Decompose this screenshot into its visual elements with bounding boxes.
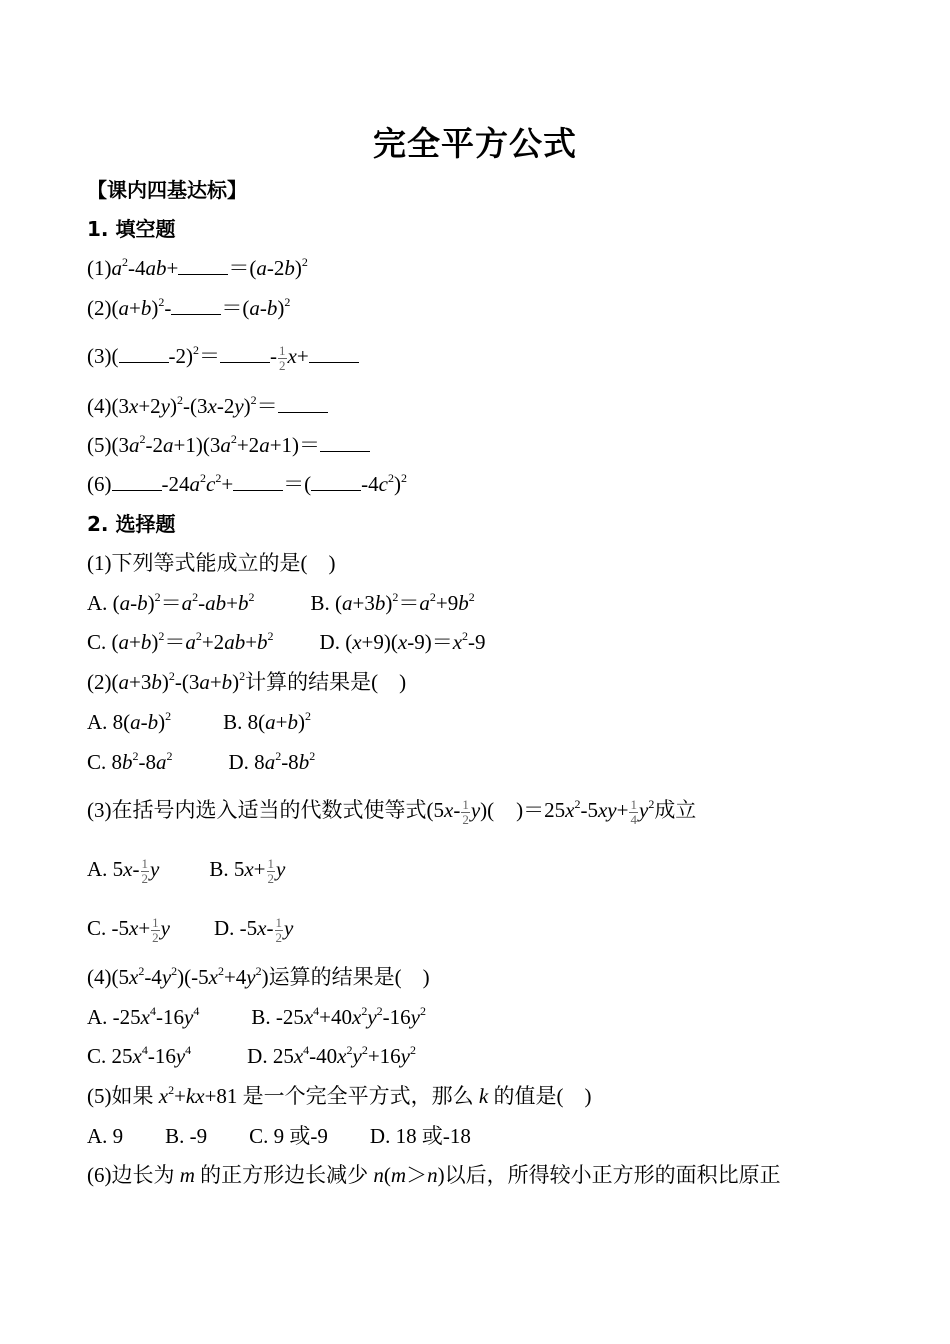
choice-options-4cd: C. $25x^4-16y^4$ D. $25x^4-40x^2y^2+16y^2$: [87, 1043, 416, 1068]
choice-options-5: A. 9 B. -9 C. 9 或-9 D. 18 或-18: [87, 1124, 471, 1148]
answer-blank[interactable]: [119, 344, 169, 363]
fraction: $\frac{1}{2}$: [152, 914, 159, 945]
answer-blank[interactable]: [320, 433, 370, 452]
choice-options-3cd: C. -5x+ $\frac{1}{2}$ y D. -5x- $\frac{1}{2}$ y: [87, 914, 294, 945]
choice-options-1ab: A. $(a-b)^2=a^2-ab+b^2$ B. $(a+3b)^2=a^2+9b^2$: [87, 590, 475, 615]
fraction: $\frac{1}{2}$: [279, 342, 286, 373]
choice-options-1cd: C. $(a+b)^2=a^2+2ab+b^2$ D. $(x+9)(x-9)=x^2-9$: [87, 629, 486, 654]
fraction: $\frac{1}{2}$: [275, 914, 282, 945]
fill-question-6: (6) $-24a^2c^2+$ ＝( $-4c^2)^2$: [87, 471, 407, 496]
part2-label: 2. 选择题: [87, 512, 176, 536]
fraction: $\frac{1}{2}$: [267, 855, 275, 886]
fill-question-3: (3)( -2)$^2$＝ - $\frac{1}{2}$ x+: [87, 342, 359, 373]
choice-question-4: $(4)(5x^2-4y^2)(-5x^2+4y^2)$运算的结果是( ): [87, 964, 430, 989]
answer-blank[interactable]: [112, 472, 162, 491]
fill-question-4: $(4)(3x+2y)^2-(3x-2y)^2=$: [87, 392, 328, 420]
page-title: 完全平方公式: [373, 124, 577, 163]
answer-blank[interactable]: [309, 344, 359, 363]
choice-options-3ab: A. 5x- $\frac{1}{2}$ y B. 5x+ $\frac{1}{2}$ y: [87, 855, 286, 886]
fill-question-2: $(2)(a+b)^2- =(a-b)^2$: [87, 295, 291, 320]
fill-question-5: $(5)(3a^2-2a+1)(3a^2+2a+1)=$: [87, 431, 370, 459]
choice-question-6: (6)边长为 m 的正方形边长减少 n(m＞n)以后，所得较小正方形的面积比原正: [87, 1163, 781, 1187]
choice-question-3: (3)在括号内选入适当的代数式使等式(5x- $\frac{1}{2}$ y)( )$=25x^2-5xy+$ $\frac{1}{4}$ $y^2$成立: [87, 796, 697, 827]
choice-options-2cd: C. $8b^2-8a^2$ D. $8a^2-8b^2$: [87, 749, 316, 774]
fraction: $\frac{1}{4}$: [630, 796, 637, 827]
choice-options-4ab: A. $-25x^4-16y^4$ B. $-25x^4+40x^2y^2-16y^2$: [87, 1004, 426, 1029]
answer-blank[interactable]: [220, 344, 270, 363]
choice-question-5: (5)如果 $x^2+kx+81$ 是一个完全平方式，那么 k 的值是( ): [87, 1083, 592, 1108]
choice-question-2: $(2)(a+3b)^2-(3a+b)^2$计算的结果是( ): [87, 669, 407, 694]
answer-blank[interactable]: [171, 296, 221, 315]
answer-blank[interactable]: [178, 256, 228, 275]
choice-options-2ab: A. $8(a-b)^2$ B. $8(a+b)^2$: [87, 709, 312, 734]
answer-blank[interactable]: [278, 394, 328, 413]
answer-blank[interactable]: [233, 472, 283, 491]
fill-question-1: $(1)a^2-4ab+ =(a-2b)^2$: [87, 255, 308, 280]
section-header: 【课内四基达标】: [87, 178, 247, 202]
choice-question-1: (1)下列等式能成立的是( ): [87, 551, 336, 575]
fraction: $\frac{1}{2}$: [141, 855, 148, 886]
answer-blank[interactable]: [311, 472, 361, 491]
part1-label: 1. 填空题: [87, 217, 176, 241]
fraction: $\frac{1}{2}$: [462, 796, 469, 827]
